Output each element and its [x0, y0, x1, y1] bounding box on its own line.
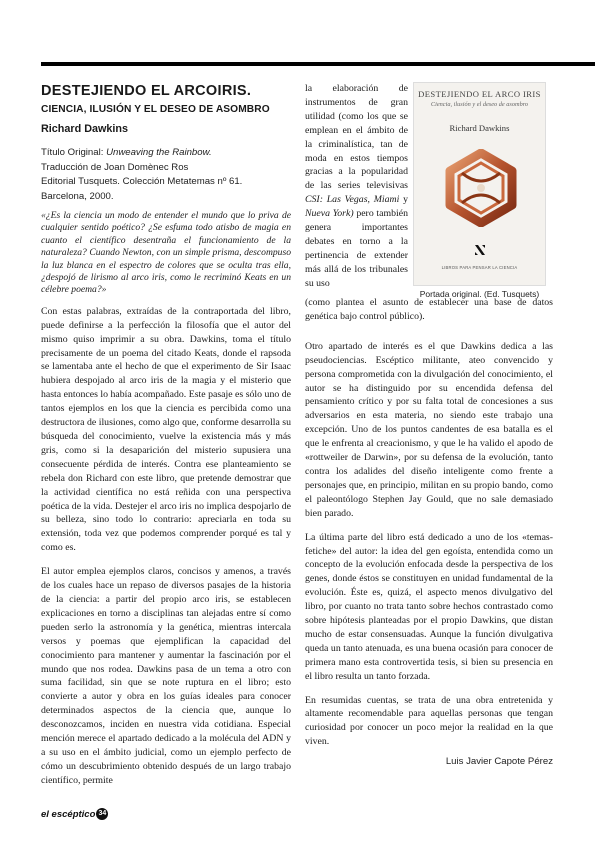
- right-top-column: [305, 82, 408, 291]
- cover-publisher-line: LIBROS PARA PENSAR LA CIENCIA: [441, 265, 518, 270]
- body-paragraph: Otro apartado de interés es el que Dawkins dedica a las pseudociencias. Escéptico militante, ateo convencido y persona comprometida con la divulgación del conocimiento, el autor se ha distinguido por su encendida defensa del pensamiento crítico y por su falta total de concesiones a sus adversarios en esta materia, no siendo este trabajo una excepción. Uno de los puntos candentes de esa batalla es el que le enfrenta al creacionismo, y que le ha valido el apodo de «rottweiler de Darwin», por su defensa de la evolución, tanto contra los adalides del diseño inteligente como frente a personajes que, en principio, militan en su propio bando, como el paleontólogo Stephen Jay Gould, que no sale demasiado bien parado.: [305, 340, 553, 519]
- body-paragraph: El autor emplea ejemplos claros, concisos y amenos, a través de los cuales hace un repaso de diversos pasajes de la historia de la ciencia: a partir del propio arco iris, se establecen explicaciones en torno a disciplinas tan alejadas entre sí como pueden serlo la astronomía y la genética, mientras intercala versos y poemas que ejemplifican la capacidad del conocimiento para mantener y aumentar la fascinación por el mundo que nos rodea. Dawkins pasa de un tema a otro con suma facilidad, sin que se note ruptura en el libro; esto convierte a autor y obra en los guías ideales para conocer determinados aspectos de la ciencia que, aunque lo desconozcamos, inciden en nuestra vida cotidiana. Especial mención merece el apartado dedicado a la molécula del ADN y a su uso en el ámbito judicial, como un ejemplo perfecto de cómo un descubrimiento obtenido después de un largo trabajo científico, permite: [41, 566, 291, 786]
- translation-line: Traducción de Joan Domènec Ros: [41, 161, 189, 173]
- review-signature: Luis Javier Capote Pérez: [445, 756, 553, 768]
- page-footer: [41, 808, 108, 820]
- series-title: Nueva York): [305, 208, 354, 220]
- body-paragraph: En resumidas cuentas, se trata de una obra entretenida y altamente recomendable para aquellas personas que tengan curiosidad por conocer un poco mejor la realidad en la que viven.: [305, 694, 553, 748]
- book-cover-image: [413, 82, 546, 286]
- cover-subtitle: Ciencia, ilusión y el deseo de asombro: [430, 101, 529, 108]
- place-year-line: Barcelona, 2000.: [41, 190, 114, 202]
- original-title: Unweaving the Rainbow.: [106, 147, 212, 158]
- cover-caption: Portada original. (Ed. Tusquets): [419, 289, 540, 299]
- body-paragraph: Con estas palabras, extraídas de la contraportada del libro, puede definirse a la perfección la filosofía que el autor del mismo quiso imprimir a su obra. Dawkins, toma el título precisamente de un poema del citado Keats, donde el rapsoda se lamentaba ante el hecho de que el experimento de Sir Isaac hubiera despojado al arco iris de la magia y el misterio que hasta entonces lo había acompañado. Este pasaje es sólo uno de tantos ejemplos en los que la ciencia es percibida como una destructora de ilusiones, como algo que, conforme desarrolla su búsqueda del conocimiento, vuelve la existencia más y más gris, como si la desaparición del misterio supusiera una consecuente pérdida de interés. Contra ese planteamiento se rebela don Richard con este libro, que pretende demostrar que la actividad científica no está reñida con una perspectiva poética de la vida. Destejer el arco iris no implica despojarlo de su belleza, sino todo lo contrario: apreciarla en toda su extensión, toda vez que podemos comprender porqué es tal y como es.: [41, 305, 291, 554]
- cover-title: DESTEJIENDO EL ARCO IRIS: [418, 89, 541, 99]
- book-cover-figure: [413, 82, 546, 299]
- body-paragraph-continued: (como plantea el asunto de establecer una base de datos genética bajo control público).: [305, 297, 553, 322]
- body-paragraph: La última parte del libro está dedicado a uno de los «temas-fetiche» del autor: la idea del gen egoísta, entendida como un concepto de la evolución enfocada desde la perspectiva de los genes, donde éstos se constituyen en unidad fundamental de la evolución. Éste es, quizá, el aspecto menos divulgativo del libro, por cuanto no trata tanto sobre hechos contrastado como sobre hipótesis planteadas por el propio Dawkins, que distan mucho de estar consensuadas. Aunque la función divulgativa queda un tanto atenuada, es una buena ocasión para conocer de primera mano esta controvertida tesis, si bien su presencia en el libro resulta un tanto forzada.: [305, 531, 553, 682]
- woven-rainbow-illustration: [442, 149, 520, 227]
- back-cover-quote: «¿Es la ciencia un modo de entender el mundo que lo priva de cualquier sentido poético? ¿Se esfuma todo atisbo de magia en cuanto el científico desentraña el funcionamiento de la naturaleza? Cuando Newton, con un simple prisma, descompuso la luz blanca en el espectro de colores que se oculta tras ella, ¿despojó de lirismo al arco iris, como le recriminó Keats en un célebre poema?»: [41, 210, 291, 296]
- body-paragraph-continued: la elaboración de instrumentos de gran utilidad (como los que se emplean en el ámbito de la criminalística, tan de moda en estos tiempos gracias a la popularidad de las series televisivas CSI: Las Vegas, Miami y Nueva York) pero también genera importantes debates en torno a la pertinencia de extender más allá de los tribunales su uso: [305, 83, 408, 289]
- cover-author: Richard Dawkins: [449, 123, 510, 133]
- page-number: 34: [96, 808, 108, 820]
- magazine-name: el escéptico: [41, 808, 96, 820]
- article-title: DESTEJIENDO EL ARCOIRIS.: [41, 83, 252, 99]
- article-subtitle: CIENCIA, ILUSIÓN Y EL DESEO DE ASOMBRO: [41, 104, 270, 115]
- book-metadata: [41, 146, 291, 204]
- publisher-line: Editorial Tusquets. Colección Metatemas nº 61.: [41, 176, 243, 187]
- top-rule: [41, 62, 595, 66]
- left-column: [41, 82, 291, 788]
- book-author: Richard Dawkins: [41, 123, 129, 135]
- publisher-logo-icon: [473, 243, 487, 257]
- series-title: CSI: Las Vegas, Miami: [305, 194, 400, 206]
- original-title-line: Título Original: Unweaving the Rainbow.: [41, 147, 212, 158]
- right-bottom-column: [305, 296, 553, 767]
